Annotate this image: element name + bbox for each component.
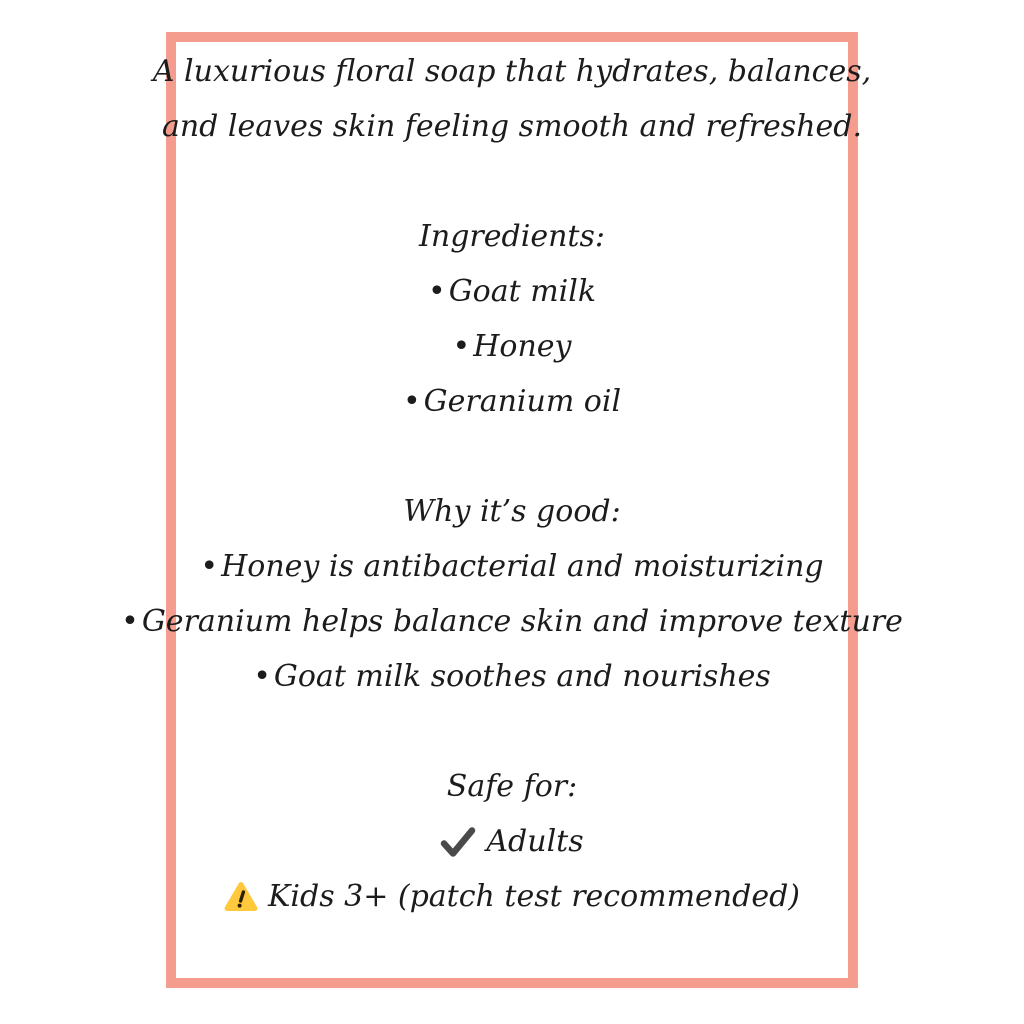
product-description-card — [0, 44, 1024, 924]
benefit-item-label: Honey is antibacterial and moisturizing — [221, 549, 824, 584]
benefit-item — [0, 594, 1024, 649]
bullet-icon: • — [121, 604, 139, 639]
ingredients-heading: Ingredients: — [419, 219, 605, 254]
section-gap — [0, 154, 1024, 209]
benefit-item — [0, 539, 1024, 594]
ingredient-item — [0, 319, 1024, 374]
ingredient-item-label: Geranium oil — [423, 384, 622, 419]
section-gap — [0, 429, 1024, 484]
bullet-icon: • — [200, 549, 219, 584]
ingredient-item — [0, 374, 1024, 429]
intro-line-1: A luxurious floral soap that hydrates, balances, — [152, 54, 872, 89]
ingredient-item — [0, 264, 1024, 319]
section-gap — [0, 704, 1024, 759]
benefits-heading: Why it’s good: — [403, 494, 621, 529]
ingredient-item-label: Honey — [473, 329, 572, 364]
checkmark-icon — [440, 826, 476, 858]
benefit-item-label: Goat milk soothes and nourishes — [273, 659, 771, 694]
bullet-icon: • — [253, 659, 271, 694]
safety-item-label: Adults — [486, 824, 584, 859]
safety-item-kids — [0, 869, 1024, 924]
benefit-item — [0, 649, 1024, 704]
bullet-icon: • — [427, 274, 446, 309]
bullet-icon: • — [452, 329, 471, 364]
safety-item-adults — [0, 814, 1024, 869]
warning-icon — [224, 881, 258, 912]
safety-item-label: Kids 3+ (patch test recommended) — [267, 879, 800, 914]
safety-heading: Safe for: — [446, 769, 578, 804]
benefit-item-label: Geranium helps balance skin and improve texture — [141, 604, 903, 639]
bullet-icon: • — [402, 384, 421, 419]
ingredient-item-label: Goat milk — [448, 274, 597, 309]
intro-line-2: and leaves skin feeling smooth and refreshed. — [161, 109, 863, 144]
